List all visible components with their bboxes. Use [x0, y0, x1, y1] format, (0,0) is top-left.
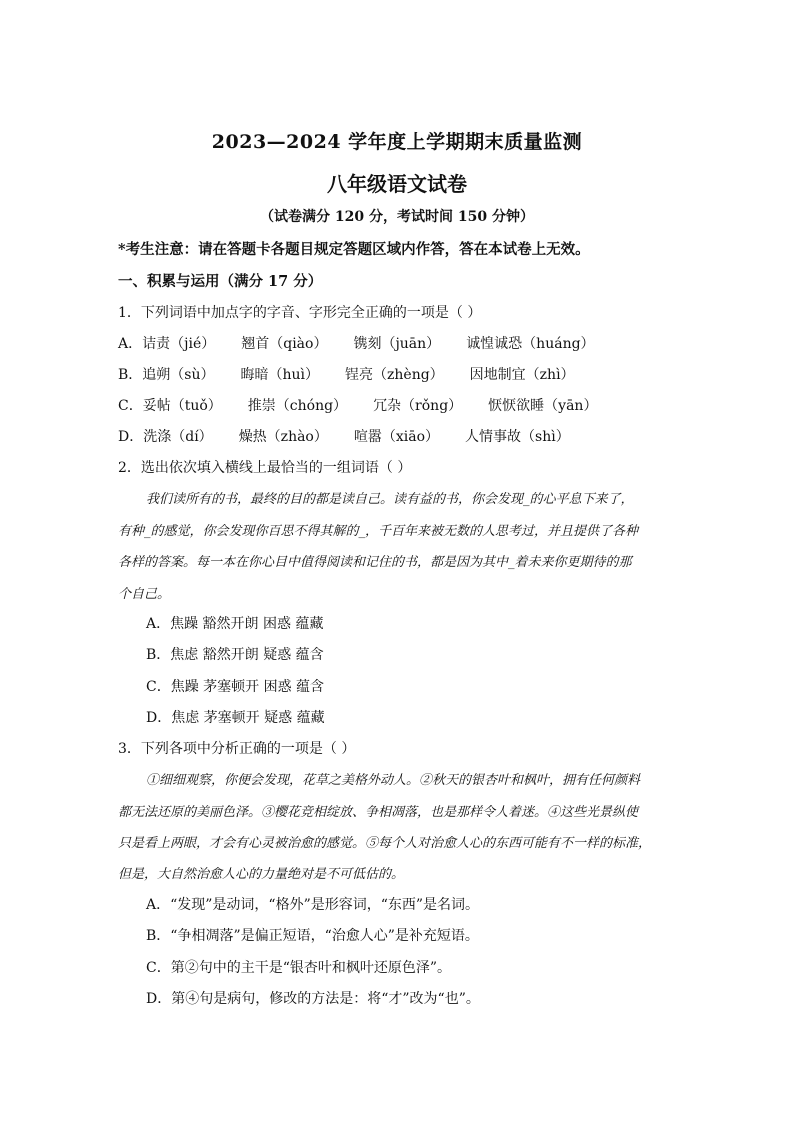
q1-option-b — [118, 364, 601, 384]
q3-option-b: B．“争相凋落”是偏正短语，“治愈人心”是补充短语。 — [146, 928, 479, 944]
q3-passage-line: 只是看上两眼，才会有心灵被治愈的感觉。⑤每个人对治愈人心的东西可能有不一样的标准， — [118, 836, 652, 851]
q2-passage-line: 我们读所有的书，最终的目的都是读自己。读有益的书，你会发现_的心平息下来了， — [146, 492, 634, 507]
q1-option-c — [118, 395, 623, 415]
q3-passage-line: 都无法还原的美丽色泽。③樱花竞相绽放、争相凋落，也是那样令人着迷。④这些光景纵使 — [118, 805, 639, 820]
option-word: 推崇（chóng） — [247, 398, 348, 414]
option-word: 诘责（jié） — [142, 336, 216, 352]
grade-title: 八年级语文试卷 — [327, 172, 467, 196]
q3-option-a: A．“发现”是动词，“格外”是形容词，“东西”是名词。 — [146, 897, 480, 913]
exam-title: 2023—2024 学年度上学期期末质量监测 — [211, 131, 583, 153]
q2-stem: 2．选出依次填入横线上最恰当的一组词语（ ） — [118, 460, 412, 476]
option-word: 冗杂（rǒng） — [373, 398, 463, 414]
option-word: 洗涤（dí） — [143, 429, 213, 445]
option-word: 晦暗（huì） — [240, 367, 320, 383]
q2-passage-line: 个自己。 — [118, 587, 171, 602]
q2-passage-line: 有种_的感觉，你会发现你百思不得其解的_，千百年来被无数的人思考过，并且提供了各种 — [118, 524, 639, 539]
option-word: 翘首（qiào） — [241, 336, 328, 352]
exam-info: （试卷满分 120 分，考试时间 150 分钟） — [260, 209, 534, 225]
q2-option-d: D．焦虑 茅塞顿开 疑惑 蕴藏 — [146, 710, 325, 726]
q1-option-d — [118, 426, 596, 446]
option-word: 恹恹欲睡（yān） — [488, 398, 598, 414]
option-word: 锃亮（zhèng） — [345, 367, 444, 383]
section1-heading: 一、积累与运用（满分 17 分） — [118, 273, 323, 290]
q2-passage-line: 各样的答案。每一本在你心目中值得阅读和记住的书，都是因为其中_着未来你更期待的那 — [118, 555, 632, 570]
option-label: D． — [118, 429, 144, 445]
q3-option-c: C．第②句中的主干是“银杏叶和枫叶还原色泽”。 — [146, 960, 452, 976]
q3-passage-line: 但是，大自然治愈人心的力量绝对是不可低估的。 — [118, 867, 405, 882]
q3-option-d: D．第④句是病句，修改的方法是：将“才”改为“也”。 — [146, 991, 480, 1007]
option-label: A． — [118, 336, 143, 352]
q3-stem: 3．下列各项中分析正确的一项是（ ） — [118, 741, 356, 757]
option-word: 喧嚣（xiāo） — [353, 429, 440, 445]
q1-option-a — [118, 333, 621, 353]
q1-stem: 1．下列词语中加点字的字音、字形完全正确的一项是（ ） — [118, 305, 482, 321]
option-word: 镌刻（juān） — [353, 336, 441, 352]
option-word: 妥帖（tuǒ） — [142, 398, 222, 414]
option-word: 人情事故（shì） — [465, 429, 570, 445]
q2-option-b: B．焦虑 豁然开朗 疑惑 蕴含 — [146, 647, 324, 663]
q2-option-c: C．焦躁 茅塞顿开 困惑 蕴含 — [146, 679, 325, 695]
option-label: B． — [118, 367, 143, 383]
q2-option-a: A．焦躁 豁然开朗 困惑 蕴藏 — [146, 616, 324, 632]
q3-passage-line: ①细细观察，你便会发现，花草之美格外动人。②秋天的银杏叶和枫叶，拥有任何颜料 — [146, 773, 641, 788]
option-label: C． — [118, 398, 143, 414]
option-word: 诚惶诚恐（huáng） — [466, 336, 595, 352]
option-word: 燥热（zhào） — [238, 429, 328, 445]
option-word: 因地制宜（zhì） — [469, 367, 575, 383]
option-word: 追朔（sù） — [142, 367, 215, 383]
exam-notice: *考生注意：请在答题卡各题目规定答题区域内作答，答在本试卷上无效。 — [118, 241, 590, 258]
